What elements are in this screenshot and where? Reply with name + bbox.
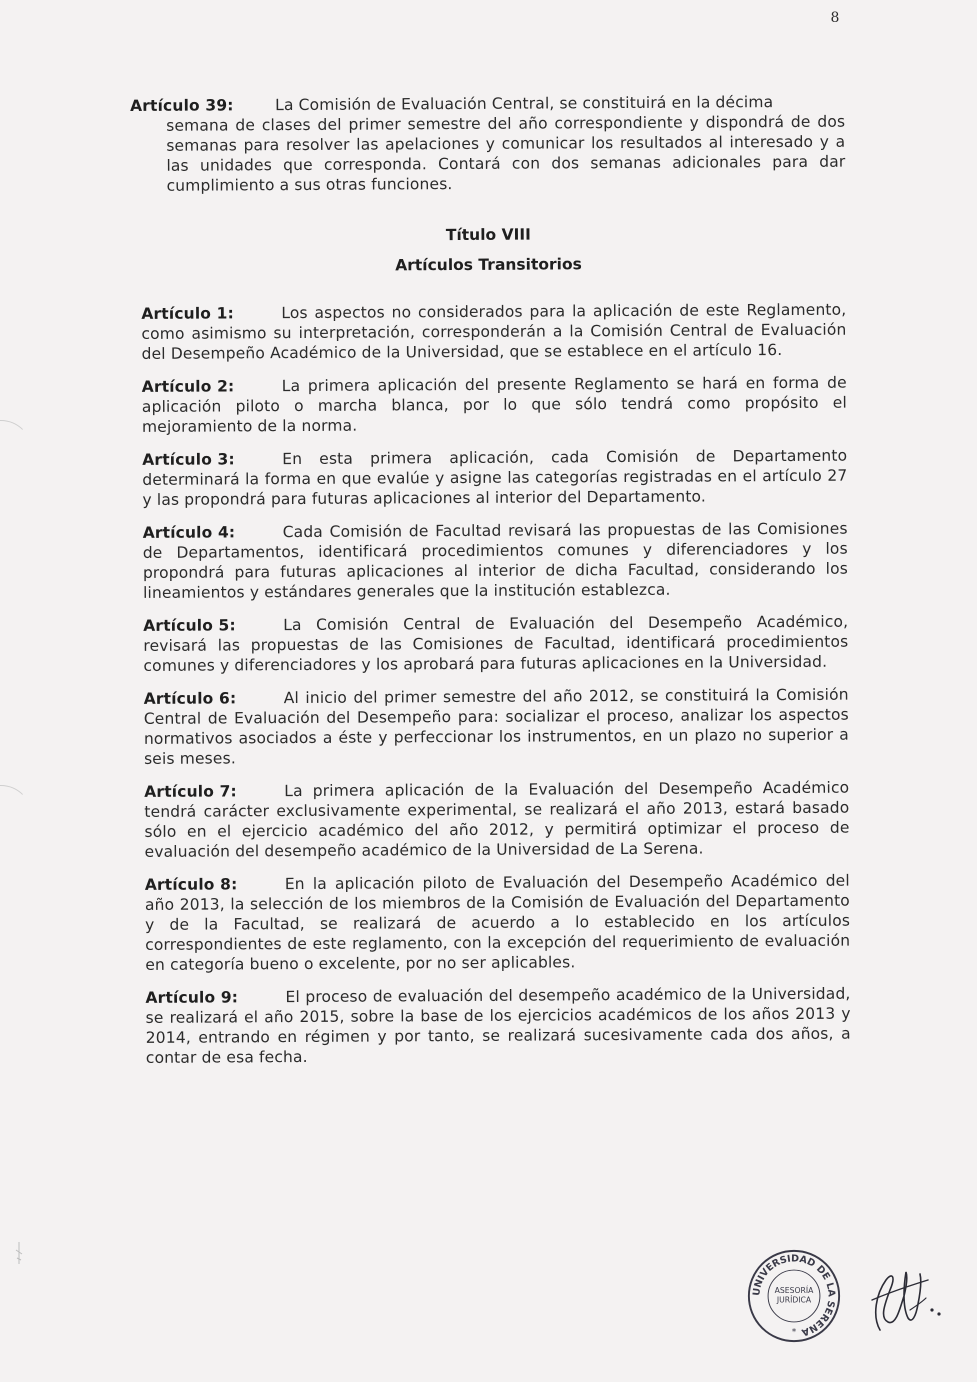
article-text: Los aspectos no considerados para la aplicación de este Reglamento, como asimismo su interpretación, corresponderán a la Comisión Central de Evaluación del Desempeño Académico de la Universidad, que se establece en el artículo 16. (141, 300, 847, 363)
article-label: Artículo 8: (144, 875, 238, 894)
article-label: Artículo 1: (141, 304, 234, 323)
article-3 (142, 446, 847, 510)
transitory-articles (131, 300, 851, 1068)
article-label: Artículo 2: (141, 377, 235, 396)
article-text: En la aplicación piloto de Evaluación del Desempeño Académico del año 2013, la selección de los miembros de la Comisión de Evaluación del Departamento y de la Facultad, se realizará de acuerdo a lo establecido en los artículos correspondientes de este reglamento, con la excepción del requerimiento de evaluación en categoría bueno o excelente, por no ser aplicables. (144, 871, 851, 974)
article-text: Cada Comisión de Facultad revisará las propuestas de las Comisiones de Departamentos, identificará procedimientos comunes y diferenciadores y los propondrá para futuras aplicaciones al interior de dicha Facultad, considerando los lineamientos y estándares generales que la institución establezca. (142, 519, 848, 602)
article-text: En esta primera aplicación, cada Comisión de Departamento determinará la forma en que evalúe y asigne las categorías registradas en el artículo 27 y las propondrá para futuras aplicaciones al interior del Departamento. (142, 446, 848, 509)
title-heading: Título VIII (445, 225, 531, 245)
article-4 (143, 519, 848, 603)
article-label: Artículo 5: (143, 616, 236, 635)
title-subheading: Artículos Transitorios (395, 255, 582, 275)
page-number: 8 (830, 10, 840, 26)
article-5 (143, 612, 848, 676)
article-label: Artículo 6: (143, 689, 237, 708)
stamp-inner-line1: ASESORÍA (774, 1286, 814, 1296)
article-text: La primera aplicación del presente Reglamento se hará en forma de aplicación piloto o marcha blanca, por lo que sólo tendrá como propósito el mejoramiento de la norma. (141, 373, 847, 436)
stamp-star-icon: * (791, 1327, 797, 1338)
article-8 (145, 871, 851, 975)
article-label: Artículo 3: (142, 450, 235, 469)
article-7 (144, 778, 849, 862)
article-text: El proceso de evaluación del desempeño académico de la Universidad, se realizará el año 2015, sobre la base de los ejercicios académicos de los años 2013 y 2014, entrando en régimen y por tanto, se realizará sucesivamente cada dos años, a contar de esa fecha. (145, 984, 851, 1067)
article-6 (144, 685, 849, 769)
stamp-inner-line2: JURÍDICA (776, 1295, 812, 1305)
stamp-outer-text: UNIVERSIDAD DE LA SERENA (751, 1253, 837, 1338)
article-text: La primera aplicación de la Evaluación del Desempeño Académico tendrá carácter exclusivamente experimental, se realizará el año 2013, estará basado sólo en el ejercicio académico del año 2012, y permitirá optimizar el proceso de evaluación del desempeño académico de la Universidad de La Serena. (144, 778, 850, 861)
article-9 (145, 984, 850, 1068)
article-text: La Comisión Central de Evaluación del Desempeño Académico, revisará las propuestas de las Comisiones de Facultad, identificará procedimientos comunes y diferenciadores y los aprobará para futuras aplicaciones en la Universidad. (143, 612, 849, 675)
punch-hole-mark-top (0, 420, 32, 482)
article-text-continuation: semana de clases del primer semestre del año correspondiente y dispondrá de dos semanas para resolver las apelaciones y comunicar los resultados al interesado y a las unidades que corresponda. Contará con dos semanas adicionales para dar cumplimiento a sus otras funciones. (166, 112, 846, 195)
article-label: Artículo 4: (142, 523, 236, 542)
article-label: Artículo 39: (130, 96, 234, 115)
document-body (130, 92, 851, 1081)
article-label: Artículo 9: (145, 988, 239, 1007)
university-legal-stamp (746, 1248, 842, 1344)
section-title (131, 218, 846, 282)
article-text: Al inicio del primer semestre del año 2012, se constituirá la Comisión Central de Evaluación del Desempeño para: socializar el proceso, analizar los aspectos normativos asociados a éste y perfeccionar los instrumentos, en un plazo no superior a seis meses. (143, 685, 849, 768)
article-label: Artículo 7: (144, 782, 237, 801)
article-text-first-line: La Comisión de Evaluación Central, se constituirá en la décima (275, 93, 774, 115)
article-1 (141, 300, 846, 364)
punch-hole-mark-bottom (0, 785, 32, 847)
article-2 (142, 373, 847, 437)
ink-smudge-mark (14, 1240, 24, 1266)
handwritten-signature (862, 1258, 942, 1338)
article-39 (130, 92, 846, 196)
